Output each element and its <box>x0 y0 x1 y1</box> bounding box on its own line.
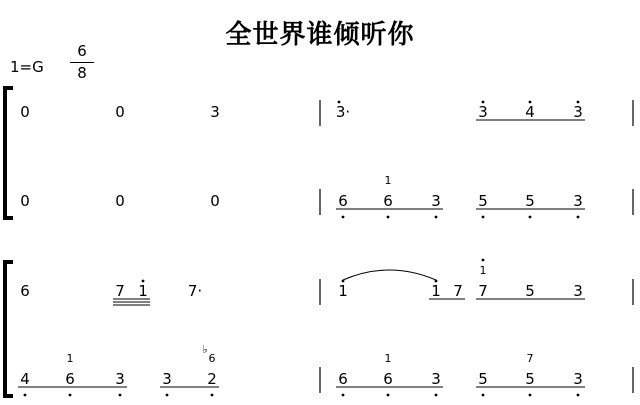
octave-dot-low <box>435 216 438 219</box>
note: 7· <box>187 282 203 300</box>
system-bracket-2 <box>5 262 13 396</box>
octave-dot-low <box>435 394 438 397</box>
note: 2 <box>207 370 217 388</box>
octave-dot-high <box>577 101 580 104</box>
note: 6 <box>65 370 75 388</box>
octave-dot-low <box>482 216 485 219</box>
octave-dot-low <box>387 216 390 219</box>
note: 6 <box>383 370 393 388</box>
note: 3 <box>431 192 441 210</box>
note: 0 <box>115 103 125 121</box>
meter-bottom: 8 <box>77 64 87 82</box>
note: 3 <box>573 192 583 210</box>
key-signature: 1=G <box>10 58 44 76</box>
note: 6 <box>338 370 348 388</box>
note: 3 <box>115 370 125 388</box>
note: 0 <box>115 192 125 210</box>
octave-dot-high <box>482 101 485 104</box>
note: 6 <box>383 192 393 210</box>
octave-dot-low <box>577 394 580 397</box>
note: 1 <box>338 282 348 300</box>
note: 4 <box>20 370 30 388</box>
chord-note: 1 <box>384 174 392 187</box>
note: 3 <box>431 370 441 388</box>
chord-note: 1 <box>66 352 74 365</box>
octave-dot-high <box>529 101 532 104</box>
octave-dot-low <box>342 394 345 397</box>
octave-dot-low <box>211 394 214 397</box>
octave-dot-low <box>69 394 72 397</box>
octave-dot-high <box>338 101 341 104</box>
flat-sign: ♭ <box>202 343 208 356</box>
note: 3 <box>478 103 488 121</box>
song-title: 全世界谁倾听你 <box>225 20 415 50</box>
note: 5 <box>525 192 535 210</box>
note: 7 <box>478 282 488 300</box>
note: 3 <box>162 370 172 388</box>
note: 7 <box>115 282 125 300</box>
note: 1 <box>138 282 148 300</box>
note: 5 <box>478 370 488 388</box>
note: 3 <box>573 282 583 300</box>
note: 4 <box>525 103 535 121</box>
note: 6 <box>20 282 30 300</box>
note: 5 <box>525 282 535 300</box>
chord-note: 1 <box>384 352 392 365</box>
octave-dot-low <box>342 216 345 219</box>
tie-arc <box>343 270 436 280</box>
octave-dot-low <box>119 394 122 397</box>
chord-note: 7 <box>526 352 534 365</box>
note: 3 <box>573 370 583 388</box>
meter-top: 6 <box>77 42 87 60</box>
system-bracket-1 <box>5 88 13 218</box>
octave-dot-low <box>529 216 532 219</box>
octave-dot-low <box>166 394 169 397</box>
note: 7 <box>453 282 463 300</box>
chord-note: 1 <box>479 264 487 277</box>
chord-note: 6 <box>208 352 216 365</box>
note: 1 <box>431 282 441 300</box>
note: 0 <box>210 192 220 210</box>
octave-dot-high <box>482 259 485 262</box>
octave-dot-high <box>142 280 145 283</box>
note: 3· <box>335 103 351 121</box>
note: 3 <box>573 103 583 121</box>
octave-dot-low <box>24 394 27 397</box>
octave-dot-low <box>387 394 390 397</box>
note: 5 <box>478 192 488 210</box>
octave-dot-low <box>529 394 532 397</box>
note: 0 <box>20 103 30 121</box>
octave-dot-low <box>577 216 580 219</box>
octave-dot-low <box>482 394 485 397</box>
note: 0 <box>20 192 30 210</box>
note: 5 <box>525 370 535 388</box>
note: 6 <box>338 192 348 210</box>
note: 3 <box>210 103 220 121</box>
